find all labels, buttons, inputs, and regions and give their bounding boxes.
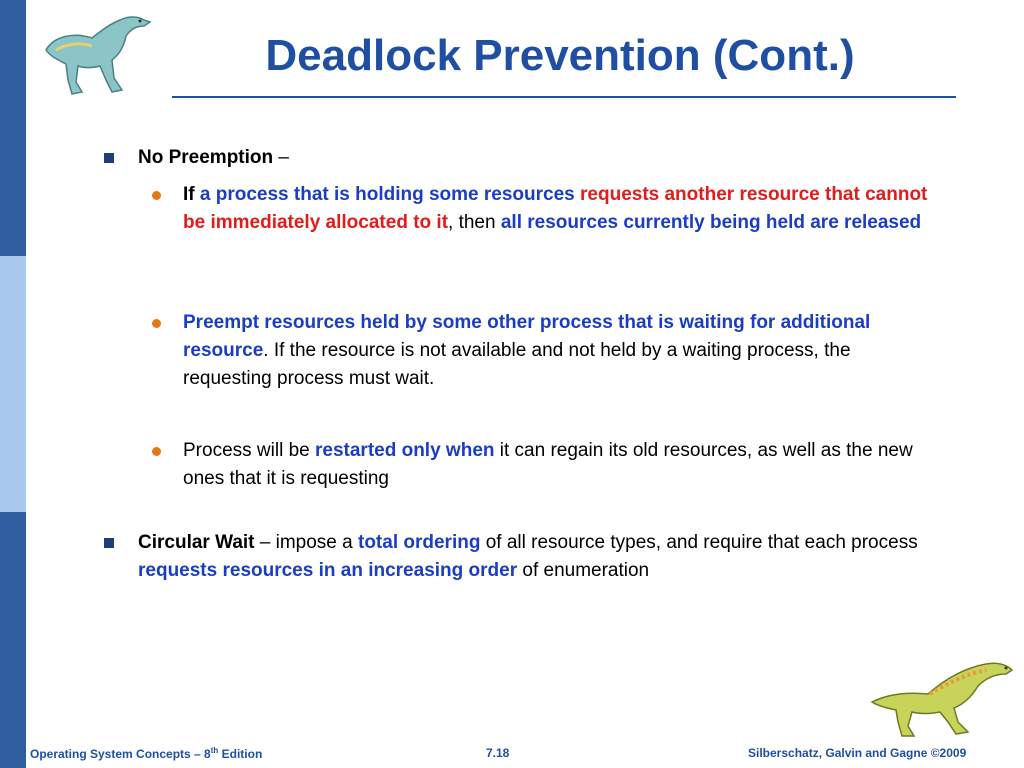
circular-wait-text-1: – impose a: [254, 532, 358, 553]
footer-page-number: 7.18: [486, 746, 510, 760]
footer-title-text: Operating System Concepts – 8: [30, 747, 211, 761]
preempt-emphasis: Preempt resources held by some other process that is waiting for additional resource: [183, 312, 871, 361]
holding-condition: a process that is holding some resources: [194, 184, 581, 205]
footer-book-title: [30, 746, 262, 761]
footer-authors: Silberschatz, Galvin and Gagne ©2009: [748, 746, 967, 760]
no-preemption-dash: –: [273, 147, 289, 168]
dinosaur-illustration-icon: [868, 650, 1018, 742]
circular-wait-text-2: of all resource types, and require that each process: [480, 532, 918, 553]
if-word: If: [183, 184, 195, 205]
sub-item-hold-and-request: [183, 181, 943, 237]
preempt-rest: . If the resource is not available and not held by a waiting process, the requesting process must wait.: [183, 340, 851, 389]
release-result: all resources currently being held are released: [500, 212, 922, 233]
circular-wait-item: [138, 529, 938, 585]
no-preemption-heading: [138, 144, 958, 172]
increasing-order-emphasis: requests resources in an increasing order: [138, 560, 518, 581]
circle-bullet-icon: [152, 191, 161, 200]
then-word: , then: [448, 212, 501, 233]
no-preemption-label: No Preemption: [138, 147, 274, 168]
restart-post: it can regain its old resources, as well as the new ones that it is requesting: [183, 440, 913, 489]
footer-title-edition: Edition: [218, 747, 263, 761]
total-ordering-emphasis: total ordering: [358, 532, 481, 553]
square-bullet-icon: [104, 538, 114, 548]
request-condition: requests another resource that cannot be immediately allocated to it: [183, 184, 928, 233]
sub-item-preempt: [183, 309, 943, 393]
square-bullet-icon: [104, 153, 114, 163]
footer-title-sup: th: [210, 746, 219, 755]
slide-title: Deadlock Prevention (Cont.): [265, 31, 855, 80]
restart-emphasis: restarted only when: [315, 440, 495, 461]
circle-bullet-icon: [152, 447, 161, 456]
circular-wait-label: Circular Wait: [138, 532, 255, 553]
circle-bullet-icon: [152, 319, 161, 328]
restart-pre: Process will be: [183, 440, 315, 461]
sub-item-restart: [183, 437, 943, 493]
circular-wait-text-3: of enumeration: [517, 560, 650, 581]
